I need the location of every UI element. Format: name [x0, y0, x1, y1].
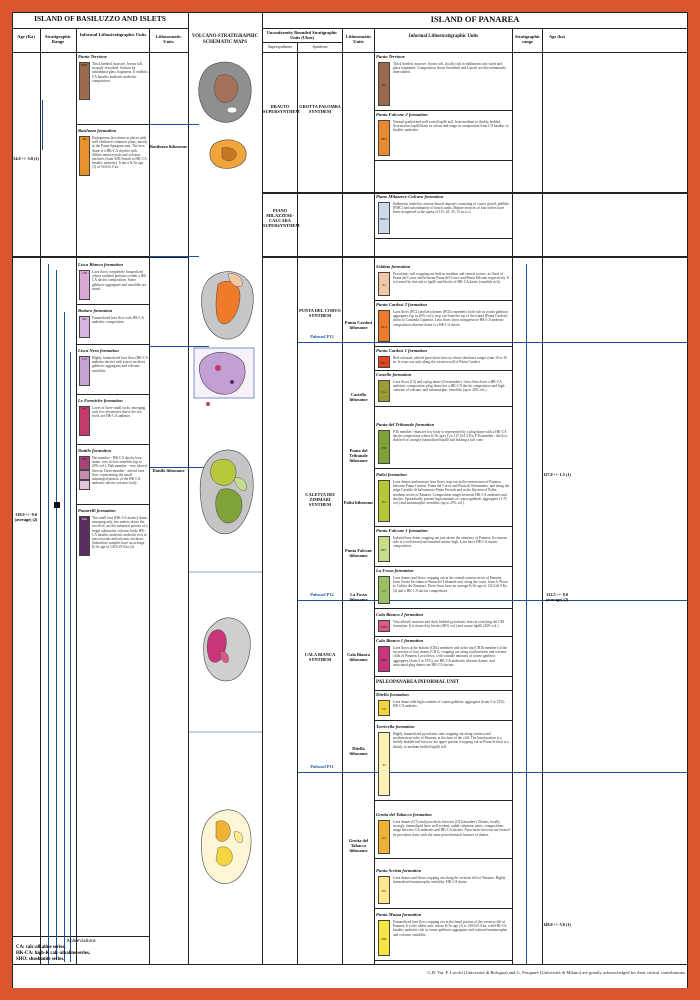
right-col-2 — [342, 28, 343, 964]
right-header-range: Stratigraphic range — [514, 34, 541, 44]
right-unit-desc: Lava domes (GT) and pyroclastic breccias (GTb member). Domes, locally strongly fumarolized have well evident, radial columnar joints, compositions range between CA andesites and HK-CA dacites. Pyroclastic breccias are formed by prevalent clasts with the same petrochemical features of domes. — [393, 820, 510, 837]
left-lithosome-basiluzzo: Basiluzzo lithosome — [150, 144, 187, 149]
right-unit-desc: Pyroclastic tuff cropping out both in northern and central sectors, as flood of Punta del Corvo and between Punta del Corvo and Punta Falcone respectively. It is formed by fine ash to lapilli and blocks of HK-CA dacite (xenolith rich). — [393, 272, 510, 285]
right-unit-desc: Highly fumarolized pyroclastic unit cropping out along western and northwestern sides of Panarea, at the base of the cliff. The basal portion is a thickly bedded tuff breccia; the upper portion (cropping out in Punta Scritta) is a thickly to medium bedded lapilli tuff. — [393, 732, 509, 749]
lithosome-punta-falcone: Punta Falcone lithosome — [345, 548, 372, 558]
right-unit-swatch — [378, 430, 390, 464]
right-unit-sep — [374, 468, 512, 469]
right-unit-desc: Lava flows at the bottom (CB1a member) and at the top (CB1b member) of the succession of lava domes (CB1), cropping out along southwestern and western cliffs of Panarea. Lava flows, with variable amounts of coarse gabbroic aggregates (from 5 to 15%), are HK-CA andesites whereas domes, and associated plug domes are HK-CA dacites. — [393, 646, 507, 667]
left-unit-title: Panarelli formation — [78, 508, 116, 513]
right-panel-divider — [262, 12, 263, 964]
left-unit-swatch: Ba — [79, 136, 90, 176]
supersynthem-drauto: DRAUTO SUPERSYNTHEM — [263, 104, 300, 114]
left-title-rule — [12, 28, 188, 29]
right-col-5 — [542, 28, 543, 964]
left-unit-sep — [76, 124, 149, 125]
right-unit-code: CB2 — [380, 625, 388, 629]
range-arrow-right — [526, 264, 527, 964]
right-title-rule — [262, 28, 688, 29]
schematic-maps — [188, 52, 262, 964]
right-unit-desc: Lava domes and flows cropping out along the western cliff of Panarea. Highly fumarolized metamorphic xenoliths. HK-CA dacite. — [393, 876, 506, 885]
right-unit-title: Torricella formation — [376, 724, 415, 729]
right-unit-swatch — [378, 920, 390, 956]
right-unit-code: PM — [381, 937, 387, 941]
right-unit-code: PC1 — [381, 361, 387, 365]
synthem-cala-bianca: CALA BIANCA SYNTHEM — [304, 652, 336, 662]
right-unit-sep — [374, 908, 512, 909]
right-unit-desc: Lava domes and flows cropping out in the central-eastern sector of Panarea, from Grotta Ercolana to Punta del Tribunale and, along the coast, from S. Pietro to Caletta dei Zimmari. These lavas have an average K/Ar age of 132.5±8.0 Ka (2) and a HK-CA dacitic composition. — [393, 576, 508, 593]
left-unit-desc: Lavas of three small rocks, emerging only few decimetres above the sea level, are HK-CA andesite. — [92, 406, 146, 419]
right-age-2: 132.5 +/- 8.0 (average) (2) — [545, 592, 569, 602]
lithosome-palisi: Palisi lithosome — [343, 500, 374, 505]
synthem-grotta-palomba: GROTTA PALOMBA SYNTHEM — [299, 104, 341, 114]
left-unit-swatch: LB — [79, 270, 90, 300]
left-unit-swatch: Fo — [79, 406, 90, 436]
right-unit-swatch — [378, 356, 390, 368]
paleosol-p13: Paleosol P13 — [310, 334, 334, 339]
left-col-2 — [76, 28, 77, 964]
right-unit-sep — [374, 720, 512, 721]
right-unit-code: PF1 — [381, 548, 387, 552]
right-unit-desc: Lava dome with high contents of coarse gabbroic aggregates (from 5 to 15%). HK-CA andesite. — [393, 700, 506, 709]
right-unit-title: Punta Scritta formation — [376, 868, 422, 873]
left-unit-swatch: Dat — [79, 456, 90, 470]
right-unit-swatch — [378, 646, 390, 672]
right-header-informal: Informal Lithostratigraphic Units — [408, 34, 479, 39]
left-unit-desc: Endogenous lava dome at places with well exhibited columnar joints, mostly in the Punta Spargena area. The lava dome is a HK-CA rhyolite with diffuse mesocrystals and volcanic enclaves (from SHO basalt to HK-CA basaltic andesite). It has a K/Ar age (1) of 54.0±5.0 ka. — [92, 136, 148, 170]
right-age-1: 127.0 +/- 1.5 (1) — [543, 472, 571, 477]
left-col-3 — [149, 28, 150, 964]
right-unit-code: PTr — [381, 446, 387, 450]
range-arrow-left-2 — [56, 270, 57, 960]
right-unit-swatch — [378, 876, 390, 904]
right-col-4 — [512, 28, 513, 964]
right-unit-desc: Sediments related to ancient littoral deposits consisting of coarse gravel, pebbles (PMC) and subordinately of beach sands. Marine terraces of four orders have been recognised at the quota of 115, 45, 35, 15 m a.s.l. — [393, 202, 509, 215]
left-unit-desc: Lava flows completely fumarolized whose outlined portions exhibit a HK-CA dacitic composition. Some gabbroic aggregates and xenoliths are noted. — [92, 270, 148, 291]
right-unit-swatch — [378, 620, 390, 632]
lithosome-punta-del-tribunale: Punta del Tribunale lithosome — [349, 448, 368, 463]
right-unit-sep — [374, 110, 512, 111]
right-unit-code: Ca — [382, 390, 386, 394]
right-unit-sep — [374, 690, 512, 691]
right-sep-2 — [262, 256, 688, 258]
right-unit-sep — [374, 566, 512, 567]
right-unit-title: Cala Bianca 2 formation — [376, 612, 424, 617]
right-unit-desc: Lava flows (PC2) and lava domes (PCDo member), both rich in coarse gabbroic aggregates (up to 40% vol.); crop out from the top of the island (Punta Cardosi) down to Contrada Capinitia. Lava flows show transgressive HK-CA andesite composition whereas dome is a HK-CA dacite. — [393, 310, 509, 327]
left-unit-title: Lisca Nera formation — [78, 348, 119, 353]
right-unit-code: PT — [382, 83, 386, 87]
left-unit-desc: Highly fumarolized lava flow (HK-CA andesite-dacite) with scarce enclaves gabbroic aggregates and volcanic xenoliths. — [92, 356, 148, 373]
right-unit-sep — [374, 858, 512, 859]
left-unit-swatch: BPT — [79, 62, 90, 100]
right-unit-sep — [374, 346, 512, 347]
right-unit-code: PS — [382, 889, 386, 893]
right-header-synthems: Synthems — [312, 44, 328, 49]
footer-credits: G.B. Vai, F. Lucchi (Università di Bologna) and G. Pasquarè (Università di Milano) are greatly acknowledged for their critical contributions. — [427, 970, 686, 975]
left-header-range: Stratigraphic Range — [44, 34, 72, 44]
range-arrow-left-4 — [70, 352, 71, 962]
right-header-supersynthems: Supersynthems — [268, 44, 292, 49]
frame-top — [12, 12, 688, 13]
right-unit-code: GT — [381, 836, 387, 840]
right-unit-code: Pa — [382, 500, 386, 504]
left-panel-title: ISLAND OF BASILUZZO AND ISLETS — [34, 14, 166, 23]
lithosome-punta-cardosi: Punta Cardosi lithosome — [344, 320, 373, 330]
right-unit-title: Piano Milazzese-Calcara formation — [376, 194, 444, 199]
right-unit-swatch — [378, 120, 390, 156]
map-basiluzzo — [210, 140, 246, 169]
right-unit-sep — [374, 800, 512, 801]
abbrev-rule — [12, 936, 149, 937]
right-ubsu-rule — [262, 42, 342, 43]
right-unit-title: Punta Cardosi 1 formation — [376, 348, 427, 353]
right-unit-sep — [374, 960, 512, 961]
right-unit-swatch — [378, 62, 390, 106]
range-bracket-upper — [42, 100, 46, 150]
stratigraphic-chart — [12, 12, 688, 988]
right-unit-swatch — [378, 310, 390, 342]
right-unit-sep — [374, 406, 512, 407]
right-unit-title: Punta Terrione — [376, 54, 405, 59]
right-unit-title: Punta Cardosi 2 formation — [376, 302, 427, 307]
lithosome-cala-bianca: Cala Bianca lithosome — [347, 652, 370, 662]
lithosome-la-fossa: La Fossa lithosome — [349, 592, 368, 602]
right-unit-swatch — [378, 700, 390, 716]
frame-bottom — [12, 964, 688, 965]
right-unit-swatch — [378, 820, 390, 854]
lithosome-grotta-del-tabacco: Grotta del Tabacco lithosome — [348, 838, 369, 853]
right-unit-desc: Lava domes and massive lava flows crop out in the eastern area of Panarea between Punta Cardosi, Punta del Corvo and Punta di Salvamento, and along the ridge Castello di Salvamento-Punta Peciotti and in the flat area of Palisi, northern sector of Panarea. Composition ranges between HK-CA andesites and dacites. Sporadically present high amounts of coarse gabbroic aggregates (1-75 vol.) and metamorphic xenoliths (up to 25% vol.). — [393, 480, 510, 506]
right-unit-code: So — [382, 283, 386, 287]
right-unit-sep — [374, 636, 512, 637]
right-unit-desc: Thick bedded, massive, brown tuff, locally rich in millimetric ash-sized and glass fragments. Composition (from Stromboli and Lipari) are discontinuously intercalated. — [393, 62, 507, 75]
right-unit-title: La Fossa formation — [376, 568, 414, 573]
right-unit-title: Soldata formation — [376, 264, 411, 269]
left-unit-title: Le Formiche formation — [78, 398, 123, 403]
right-unit-swatch — [378, 480, 390, 522]
map-punta-terrione — [199, 62, 252, 122]
right-unit-swatch — [378, 576, 390, 604]
right-unit-code: CB1 — [380, 658, 388, 662]
left-header-rule — [12, 52, 188, 53]
left-header-litho: Lithosomatic Units — [155, 34, 182, 44]
right-unit-title: Punta Muzza formation — [376, 912, 422, 917]
right-unit-title: Ditella formation — [376, 692, 409, 697]
right-unit-swatch — [378, 732, 390, 796]
right-unit-code: Lf — [382, 589, 386, 593]
left-unit-desc: Fumarolized lava flow with HK-CA andesitic composition. — [92, 316, 144, 325]
abbrev-sho: SHO: shoshonite series. — [16, 956, 65, 962]
right-unit-title: Castello formation — [376, 372, 412, 377]
right-unit-code: PC2 — [381, 325, 387, 329]
right-unit-title: Punta Falcone 1 formation — [376, 528, 428, 533]
left-unit-title: Bottaro formation — [78, 308, 113, 313]
right-unit-sep — [374, 676, 512, 677]
left-unit-desc: Thick bedded, massive, brown tuff, strongly reworked. Surface by sublaminar glass fragments. It exhibits CA basaltic andesitic-andesitic composition. — [92, 62, 148, 83]
right-unit-sep — [374, 370, 512, 371]
paleosol-p11: Paleosol P11 — [310, 764, 334, 769]
right-unit-title: Cala Bianca 1 formation — [376, 638, 424, 643]
map-caletta-dei-zimmari — [200, 450, 253, 534]
lithosome-ditella: Ditella lithosome — [349, 746, 368, 756]
left-unit-sep — [76, 444, 149, 445]
right-unit-sep — [374, 300, 512, 301]
lithosome-castello: Castello lithosome — [349, 392, 368, 402]
left-unit-swatch: LN — [79, 356, 90, 386]
right-unit-desc: Fumarolized lava flow cropping out in the basal portion of the western cliff of Panarea. It is the oldest unit, whose K/Ar age (1) is 149.0±5.0 ka, with HK-CA basaltic andesitic rich in coarse gabbroic aggregates and scattered metamorphic and volcanic xenoliths. — [393, 920, 508, 937]
map-cala-bianca — [203, 618, 250, 681]
left-lithosome-dattilo: Dattilo lithosome — [152, 468, 185, 473]
left-unit-desc: The small lava (HK-CA dacitic) dome, emerging only few metres above the sea level, are the subaerial portion of a larger submarine volcanic body. HK-CA basaltic andesitic-andesitic rich in mesocrystals and volcanic enclaves. Subsurface samples have an average K/Ar age of 130.0±9.0 ka (2). — [92, 516, 148, 550]
left-header-age: Age (Ka) — [17, 34, 35, 39]
supersynthem-piano-milazzese: PIANO MILAZZESE-CALCARA SUPERSYNTHEM — [263, 208, 300, 228]
left-unit-title: Dattilo formation — [78, 448, 112, 453]
abbrev-hkca: HK-CA: high-K calc-alkaline series, — [16, 950, 91, 956]
right-unit-sep — [374, 608, 512, 609]
right-unit-sep — [374, 526, 512, 527]
left-unit-swatch: Bo — [79, 316, 90, 338]
right-age-3: 149.0 +/- 5.0 (1) — [543, 922, 571, 927]
right-unit-desc: Very altered, massive and thick bedded pyroclastic breccia overlying the CB1 formation. It is formed by blocks (80% vol.) and coarse lapilli (20% vol.). — [393, 620, 505, 629]
left-unit-swatch-c — [79, 480, 90, 490]
left-unit-title: Lisca Bianca formation — [78, 262, 123, 267]
range-marker — [54, 502, 60, 508]
map-paleopanarea — [201, 810, 251, 884]
range-arrow-left-1 — [48, 264, 49, 964]
left-unit-sep — [76, 504, 149, 505]
abbrev-list — [16, 945, 150, 962]
left-unit-sep — [76, 394, 149, 395]
left-col-1 — [40, 28, 41, 964]
left-header-informal: Informal Lithostratigraphic Units — [79, 32, 147, 37]
right-unit-swatch — [378, 380, 390, 402]
abbrev-ca: CA: calc-alkaline series, — [16, 945, 66, 950]
synthem-punta-del-corvo: PUNTA DEL CORVO SYNTHEM — [299, 308, 341, 318]
map-dattilo-lisca — [194, 348, 254, 406]
abbrev-title: Abbreviations — [66, 938, 96, 944]
left-unit-title: Punta Terrione — [78, 54, 107, 59]
right-unit-swatch — [378, 536, 390, 562]
right-unit-swatch — [378, 272, 390, 296]
right-unit-sep — [374, 160, 512, 161]
right-panel-title: ISLAND OF PANAREA — [430, 14, 520, 24]
map-punta-del-corvo — [201, 272, 253, 340]
right-unit-desc: Red coloured, altered pyroclastic breccia whose thickness ranges from 10 to 30 m. It crops out only along the western wall of Punta Cardosi. — [393, 356, 507, 365]
right-unit-title: Punta del Tribunale formation — [376, 422, 435, 427]
right-header-litho: Lithosomatic Units — [345, 34, 372, 44]
right-unit-desc: Isolated lava dome cropping out just above the cemetery of Panarea. Its eastern side is a well mixed one hundred meters high. Lava has a HK-CA dacitic composition. — [393, 536, 507, 549]
left-unit-swatch-b — [79, 470, 90, 480]
synthem-caletta-dei-zimmari: CALETTA DEI ZIMMARI SYNTHEM — [305, 492, 335, 507]
right-col-3 — [374, 28, 375, 964]
right-unit-desc: Lava flows (CI) and a plug dome (Cla member). Lava flows have a HK-CA andesitic composition; plug dome has a HK-CA dacitic composition and high contents of volcanic and metamorphic xenoliths (up to 20% vol.). — [393, 380, 505, 393]
right-header-age: Age (ka) — [549, 34, 565, 39]
left-age-2: 130.0 +/- 9.0 (average) (2) — [14, 512, 38, 522]
left-unit-sep — [76, 344, 149, 345]
right-header-ubsu: Unconformity Bounded Stratigraphic Units (Ubsu) — [266, 30, 338, 40]
right-unit-title: Palisi formation — [376, 472, 407, 477]
right-unit-swatch — [378, 202, 390, 234]
middle-panel-title: VOLCANO-STRATIGRAPHIC SCHEMATIC MAPS — [191, 34, 259, 45]
left-age-1: 54.0 +/- 5.0 (1) — [13, 156, 39, 161]
range-arrow-left-3 — [64, 312, 65, 962]
right-unit-code: PMCa — [379, 217, 389, 221]
left-unit-title: Basiluzzo formation — [78, 128, 117, 133]
frame-right — [687, 12, 688, 988]
right-unit-desc: PTb member - massive low body is represented by a plug dome with a HK-CA dacite composition whose K/Ar age (1) is 127.0±1.5 Ka. PTa member - thick to thin bed of strongly fumarolized lapilli tuff holding a tuff cone. — [393, 430, 508, 443]
right-unit-code: Di — [382, 707, 386, 711]
right-unit-title: PALEOPANAREA INFORMAL UNIT — [376, 680, 460, 685]
right-unit-code: PF2 — [381, 137, 387, 141]
paleosol-p12: Paleosol P12 — [310, 592, 334, 597]
right-unit-desc: Normal graded and well sorted lapilli tuff, from medium to thickly bedded. Scoriaceous lapilli black in colour and range in composition from CA basaltic to basaltic andesites. — [393, 120, 509, 133]
right-unit-code: To — [382, 763, 386, 767]
left-unit-swatch: Pan — [79, 516, 90, 556]
left-unit-desc: Dat member - HK-CA dacitic lava dome, very rich in xenoliths (up to 20% vol.). Dab member - very altered breccia. Dava member - altered lava flow, representing the small submerged portion of the HK-CA andesitic-dacitic volcanic body. — [92, 456, 147, 486]
right-unit-title: Grotta del Tabacco formation — [376, 812, 432, 817]
right-unit-sep — [374, 238, 512, 239]
right-unit-title: Punta Falcone 2 formation — [376, 112, 428, 117]
right-header-rule — [262, 52, 688, 53]
left-unit-sep — [76, 304, 149, 305]
